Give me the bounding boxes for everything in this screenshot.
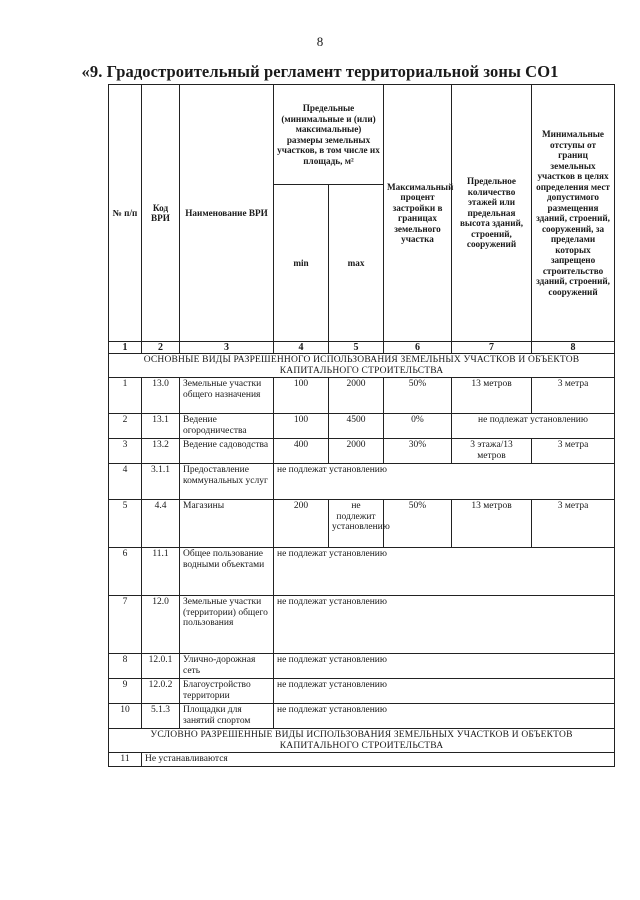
cell-coverage: 0%: [384, 414, 452, 439]
cell-num: 5: [109, 500, 142, 548]
cell-min: 100: [274, 378, 329, 414]
cell-name: Благоустройство территории: [180, 679, 274, 704]
cell-num: 1: [109, 378, 142, 414]
cell-max: 2000: [329, 378, 384, 414]
cell-not-established: Не устанавливаются: [142, 753, 615, 767]
column-number: 2: [142, 342, 180, 354]
header-size: Предельные (минимальные и (или) максимальные) размеры земельных участков, в том числе их площадь, м²: [274, 85, 384, 185]
cell-not-applicable: не подлежат установлению: [274, 704, 615, 729]
cell-setback: 3 метра: [532, 439, 615, 464]
cell-floors: 13 метров: [452, 378, 532, 414]
section-conditional-heading: УСЛОВНО РАЗРЕШЕННЫЕ ВИДЫ ИСПОЛЬЗОВАНИЯ ЗЕМЕЛЬНЫХ УЧАСТКОВ И ОБЪЕКТОВ КАПИТАЛЬНОГО СТРОИТЕЛЬСТВА: [109, 729, 615, 753]
cell-code: 4.4: [142, 500, 180, 548]
table-row: [109, 704, 615, 729]
cell-code: 13.2: [142, 439, 180, 464]
header-max: max: [329, 185, 384, 342]
column-number: 3: [180, 342, 274, 354]
column-number: 6: [384, 342, 452, 354]
cell-name: Площадки для занятий спортом: [180, 704, 274, 729]
table-row: [109, 378, 615, 414]
cell-num: 8: [109, 654, 142, 679]
cell-code: 3.1.1: [142, 464, 180, 500]
cell-max: 4500: [329, 414, 384, 439]
cell-coverage: 30%: [384, 439, 452, 464]
header-name: Наименование ВРИ: [180, 85, 274, 342]
cell-not-applicable: не подлежат установлению: [452, 414, 615, 439]
cell-code: 12.0.1: [142, 654, 180, 679]
cell-name: Магазины: [180, 500, 274, 548]
column-number: 7: [452, 342, 532, 354]
cell-num: 3: [109, 439, 142, 464]
cell-code: 11.1: [142, 548, 180, 596]
cell-num: 10: [109, 704, 142, 729]
header-coverage: Максимальный процент застройки в границах земельного участка: [384, 85, 452, 342]
column-numbers-row: [109, 342, 615, 354]
cell-min: 400: [274, 439, 329, 464]
cell-num: 11: [109, 753, 142, 767]
cell-floors: 13 метров: [452, 500, 532, 548]
cell-name: Земельные участки общего назначения: [180, 378, 274, 414]
header-min: min: [274, 185, 329, 342]
header-num: № п/п: [109, 85, 142, 342]
cell-min: 200: [274, 500, 329, 548]
table-row: [109, 548, 615, 596]
cell-num: 9: [109, 679, 142, 704]
cell-name: Ведение огородничества: [180, 414, 274, 439]
table-row: [109, 654, 615, 679]
section-main-heading: ОСНОВНЫЕ ВИДЫ РАЗРЕШЕННОГО ИСПОЛЬЗОВАНИЯ ЗЕМЕЛЬНЫХ УЧАСТКОВ И ОБЪЕКТОВ КАПИТАЛЬНОГО СТРОИТЕЛЬСТВА: [109, 354, 615, 378]
cell-setback: 3 метра: [532, 378, 615, 414]
cell-not-applicable: не подлежат установлению: [274, 548, 615, 596]
column-number: 5: [329, 342, 384, 354]
cell-coverage: 50%: [384, 378, 452, 414]
table-row: [109, 596, 615, 654]
section-row: [109, 354, 615, 378]
cell-code: 13.1: [142, 414, 180, 439]
page-number: 8: [316, 34, 324, 49]
cell-code: 13.0: [142, 378, 180, 414]
cell-num: 6: [109, 548, 142, 596]
cell-code: 5.1.3: [142, 704, 180, 729]
cell-coverage: 50%: [384, 500, 452, 548]
header-setbacks: Минимальные отступы от границ земельных участков в целях определения мест допустимого размещения зданий, строений, сооружений, за пределами которых запрещено строительство зданий, строений, сооружений: [532, 85, 615, 342]
table-row: [109, 464, 615, 500]
cell-max: 2000: [329, 439, 384, 464]
cell-name: Ведение садоводства: [180, 439, 274, 464]
header-floors: Предельное количество этажей или предельная высота зданий, строений, сооружений: [452, 85, 532, 342]
cell-name: Предоставление коммунальных услуг: [180, 464, 274, 500]
table-row: [109, 500, 615, 548]
cell-setback: 3 метра: [532, 500, 615, 548]
column-number: 4: [274, 342, 329, 354]
section-row: [109, 729, 615, 753]
cell-code: 12.0.2: [142, 679, 180, 704]
cell-num: 7: [109, 596, 142, 654]
header-row: [109, 85, 615, 185]
cell-name: Улично-дорожная сеть: [180, 654, 274, 679]
cell-not-applicable: не подлежат установлению: [274, 464, 615, 500]
cell-not-applicable: не подлежат установлению: [274, 596, 615, 654]
cell-num: 2: [109, 414, 142, 439]
table-row: [109, 679, 615, 704]
document-title: «9. Градостроительный регламент территориальной зоны СО1: [81, 62, 559, 81]
cell-min: 100: [274, 414, 329, 439]
cell-name: Земельные участки (территории) общего пользования: [180, 596, 274, 654]
cell-num: 4: [109, 464, 142, 500]
cell-not-applicable: не подлежат установлению: [274, 654, 615, 679]
cell-floors: 3 этажа/13 метров: [452, 439, 532, 464]
header-code: Код ВРИ: [142, 85, 180, 342]
regulation-table: [108, 84, 615, 767]
table-row: [109, 414, 615, 439]
column-number: 1: [109, 342, 142, 354]
cell-max: не подлежит установлению: [329, 500, 384, 548]
cell-name: Общее пользование водными объектами: [180, 548, 274, 596]
column-number: 8: [532, 342, 615, 354]
cell-code: 12.0: [142, 596, 180, 654]
cell-not-applicable: не подлежат установлению: [274, 679, 615, 704]
table-row: [109, 439, 615, 464]
table-row: [109, 753, 615, 767]
